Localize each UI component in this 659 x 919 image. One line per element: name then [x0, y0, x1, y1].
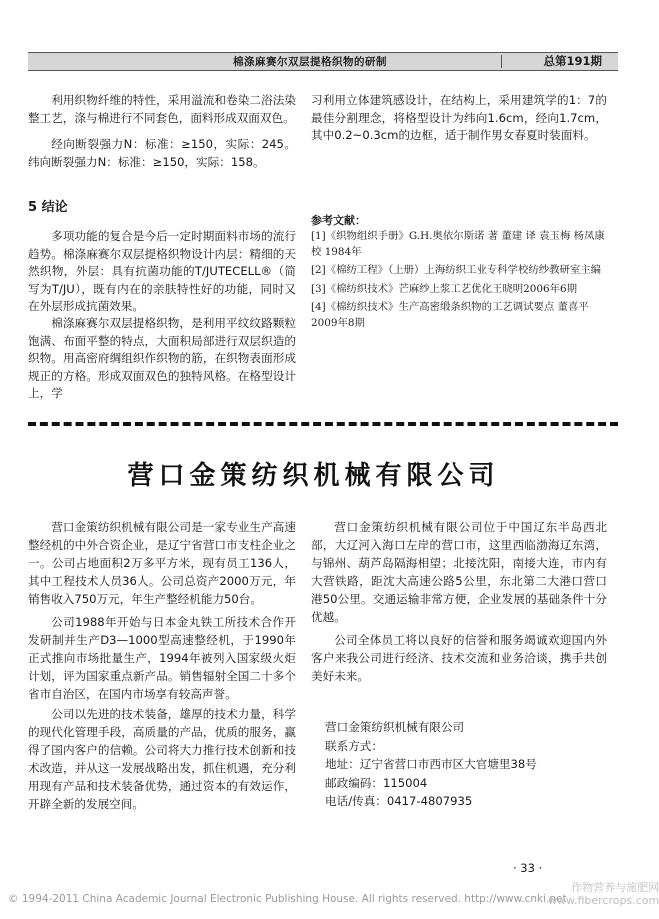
- ad-company-title: 营口金策纺织机械有限公司: [127, 461, 500, 491]
- running-header: [28, 52, 618, 71]
- copyright-notice: © 1994-2011 China Academic Journal Electronic Publishing House. All rights reserved. http://www.cnki.net: [8, 893, 567, 905]
- contact-company: 营口金策纺织机械有限公司: [325, 720, 465, 734]
- header-divider: [501, 55, 502, 68]
- left-paragraph-1: 利用织物纤维的特性，采用溢流和卷染二浴法染整工艺，涤与棉进行不同套色，面料形成双面双色。: [28, 93, 296, 125]
- reference-item: [1]《织物组织手册》G.H.奥依尔斯诺 著 董建 译 袁玉梅 杨凤康 校 1984年: [311, 230, 605, 258]
- contact-label: 联系方式：: [325, 738, 383, 753]
- reference-item: [3]《棉纺织技术》芒麻纱上浆工艺优化王晓明2006年6期: [311, 282, 577, 295]
- ad-right-paragraph-2: 公司全体员工将以良好的信誉和服务竭诚欢迎国内外客户来我公司进行经济、技术交流和业务洽谈，携手共创美好未来。: [311, 633, 607, 683]
- references-list: [311, 229, 607, 334]
- right-paragraph-1: 习利用立体建筑感设计，在结构上，采用建筑学的1：7的最佳分割理念，将格型设计为纬向1.6cm，经向1.7cm，其中0.2~0.3cm的边框，适于制作男女春夏时装面料。: [311, 93, 607, 142]
- section-heading-conclusion: 5 结论: [28, 200, 68, 215]
- references-heading: 参考文献：: [311, 214, 366, 227]
- ad-contact-block: [325, 718, 537, 811]
- ad-right-paragraph-1: 营口金策纺织机械有限公司位于中国辽东半岛西北部，大辽河入海口左岸的营口市，这里西临渤海辽东湾，与锦州、葫芦岛隔海相望；北接沈阳，南接大连，市内有大营铁路，距沈大高速公路5公里，东北第二大港口营口港50公里。交通运输非常方便，企业发展的基础条件十分优越。: [311, 520, 607, 624]
- watermark: [548, 881, 659, 907]
- ad-left-paragraph-2: 公司1988年开始与日本金丸铁工所技术合作开发研制并生产D3—1000型高速整经机，于1990年正式推向市场批量生产，1994年被列入国家级火炬计划，评为国家重点新产品。销售辐射全国二十多个省市自治区，在国内市场享有较高声誉。: [28, 615, 296, 701]
- contact-address: 地址：辽宁省营口市西市区大官塘里38号: [325, 757, 537, 771]
- ad-left-paragraph-3: 公司以先进的技术装备，雄厚的技术力量，科学的现代化管理手段，高质量的产品，优质的服务，赢得了国内客户的信赖。公司将大力推行技术创新和技术改造，并从这一发展战略出发，抓住机遇，充分利用现有产品和技术装备优势，通过资本的有效运作，开辟全新的发展空间。: [28, 707, 296, 811]
- left-paragraph-3: 多项功能的复合是今后一定时期面料市场的流行趋势。棉涤麻赛尔双层提格织物设计内层：精细的天然织物，外层：具有抗菌功能的T/JUTECELL®（简写为T/JU），既有内在的亲肤特性好的功能，同时又在外层形成抗菌效果。: [28, 229, 296, 313]
- header-article-title: 棉涤麻赛尔双层提格织物的研制: [233, 56, 387, 68]
- left-paragraph-2: 经向断裂强力N：标准：≥150，实际：245。纬向断裂强力N：标准：≥150，实际：158。: [28, 137, 296, 169]
- reference-item: [2]《棉纺工程》（上册）上海纺织工业专科学校纺纱教研室主编: [311, 264, 602, 276]
- left-paragraph-4: 棉涤麻赛尔双层提格织物，是利用平纹纹路颗粒饱满、布面平整的特点，大面积局部进行双层织造的织物。用高密府绸组织作织物的筋，在织物表面形成规正的方格。形成双面双色的独特风格。在格型设计上，学: [28, 316, 296, 400]
- watermark-line-2: www.fibercrops.com: [548, 894, 659, 907]
- ad-left-paragraph-1: 营口金策纺织机械有限公司是一家专业生产高速整经机的中外合资企业，是辽宁省营口市支柱企业之一。公司占地面积2万多平方米，现有员工136人，其中工程技术人员36人。公司总资产2000万元，年销售收入750万元，年生产整经机能力50台。: [28, 520, 296, 606]
- dashed-separator: [28, 422, 618, 426]
- contact-phone: 电话/传真：0417-4807935: [325, 794, 473, 808]
- contact-postcode: 邮政编码：115004: [325, 775, 428, 790]
- header-issue-number: 总第191期: [543, 54, 602, 68]
- watermark-line-1: 作物营养与施肥网: [571, 881, 659, 894]
- page-number: · 33 ·: [513, 861, 543, 875]
- reference-item: [4]《棉纺织技术》生产高密缎条织物的工艺调试要点 董喜平 2009年8期: [311, 301, 589, 329]
